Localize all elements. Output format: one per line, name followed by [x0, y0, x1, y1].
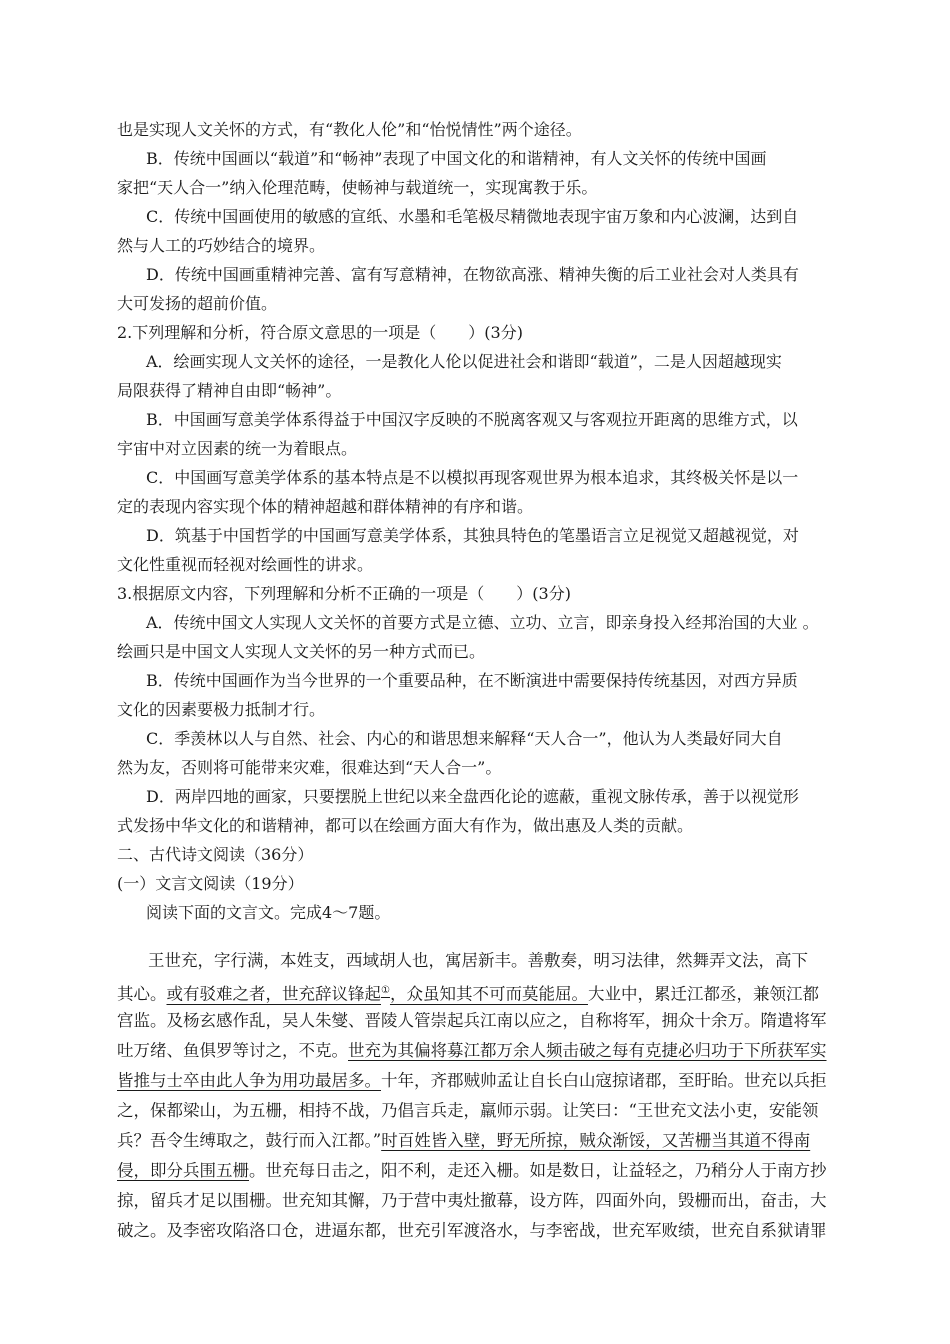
underlined-sentence: 皆推与士卒由此人争为用功最居多。 — [117, 1071, 381, 1090]
passage-text: 吐万绪、鱼俱罗等讨之，不克。 — [117, 1041, 348, 1060]
section-title: 二、古代诗文阅读（36分） — [117, 845, 314, 864]
q1-tail-line: 也是实现人文关怀的方式，有“教化人伦”和“怡悦情性”两个途径。 — [117, 120, 582, 139]
q3-option-c-line1: C．季羡林以人与自然、社会、内心的和谐思想来解释“天人合一”，他认为人类最好同大自 — [146, 729, 783, 748]
passage-line-5 — [117, 1066, 837, 1096]
underlined-sentence: 世充为其偏将募江都万余人频击破之每有克捷必归功于下所获军实 — [348, 1041, 827, 1060]
passage-line-10: 破之。及李密攻陷洛口仓，进逼东都，世充引军渡洛水，与李密战，世充军败绩，世充自系狱请罪 — [117, 1221, 827, 1240]
passage-text: 。世充每日击之，阳不利，走还入栅。如是数日，让益轻之，乃稍分人于南方抄 — [249, 1161, 827, 1180]
q2-option-d-line1: D．筑基于中国哲学的中国画写意美学体系，其独具特色的笔墨语言立足视觉又超越视觉，对 — [146, 526, 799, 545]
q2-option-b-line1: B．中国画写意美学体系得益于中国汉字反映的不脱离客观又与客观拉开距离的思维方式，以 — [146, 410, 798, 429]
q2-option-a-line2: 局限获得了精神自由即“畅神”。 — [117, 381, 342, 400]
instruction: 阅读下面的文言文。完成4～7题。 — [146, 903, 391, 922]
underlined-sentence: 或有驳难之者，世充辞议锋起 — [166, 984, 381, 1004]
passage-line-4 — [117, 1036, 837, 1066]
q3-option-b-line1: B．传统中国画作为当今世界的一个重要品种，在不断演进中需要保持传统基因，对西方异质 — [146, 671, 798, 690]
q1-option-b-line2: 家把“天人合一”纳入伦理范畴，使畅神与载道统一，实现寓教于乐。 — [117, 178, 598, 197]
passage-line-8 — [117, 1156, 837, 1186]
section-subtitle: (一）文言文阅读（19分） — [117, 874, 304, 893]
q3-option-d-line1: D．两岸四地的画家，只要摆脱上世纪以来全盘西化论的遮蔽，重视文脉传承，善于以视觉形 — [146, 787, 799, 806]
underlined-sentence: 时百姓皆入壁，野无所掠，贼众渐馁，又苦栅当其道不得南 — [381, 1131, 811, 1150]
q2-option-a-line1: A．绘画实现人文关怀的途径，一是教化人伦以促进社会和谐即“载道”，二是人因超越现实 — [146, 352, 782, 371]
q3-stem: 3.根据原文内容，下列理解和分析不正确的一项是（ ）(3分) — [117, 584, 571, 603]
passage-text: 其心。 — [117, 984, 167, 1004]
q2-option-c-line1: C．中国画写意美学体系的基本特点是不以模拟再现客观世界为根本追求，其终极关怀是以一 — [146, 468, 799, 487]
q1-option-d-line2: 大可发扬的超前价值。 — [117, 294, 278, 313]
passage-line-6: 之，保都梁山，为五栅，相持不战，乃倡言兵走，羸师示弱。让笑曰：“王世充文法小吏，安能领 — [117, 1101, 819, 1120]
underlined-sentence: 侵，即分兵围五栅 — [117, 1161, 249, 1180]
q3-option-a-line2: 绘画只是中国文人实现人文关怀的另一种方式而已。 — [117, 642, 486, 661]
q1-option-c-line2: 然与人工的巧妙结合的境界。 — [117, 236, 326, 255]
q3-option-b-line2: 文化的因素要极力抵制才行。 — [117, 700, 326, 719]
passage-line-1: 王世充，字行满，本姓支，西域胡人也，寓居新丰。善敷奏，明习法律，然舞弄文法，高下 — [148, 951, 808, 970]
passage-line-7 — [117, 1126, 837, 1156]
underlined-sentence: ，众虽知其不可而莫能屈。 — [389, 984, 588, 1004]
q3-option-d-line2: 式发扬中华文化的和谐精神，都可以在绘画方面大有作为，做出惠及人类的贡献。 — [117, 816, 694, 835]
passage-text: 兵？吾令生缚取之，鼓行而入江都。” — [117, 1131, 382, 1150]
q2-stem: 2.下列理解和分析，符合原文意思的一项是（ ）(3分) — [117, 323, 523, 342]
passage-text: 大业中，累迁江都丞，兼领江都 — [587, 984, 819, 1004]
q1-option-b-line1: B．传统中国画以“载道”和“畅神”表现了中国文化的和谐精神，有人文关怀的传统中国画 — [146, 149, 767, 168]
passage-line-3: 宫监。及杨玄感作乱，吴人朱燮、晋陵人管崇起兵江南以应之，自称将军，拥众十余万。隋遣将军 — [117, 1011, 827, 1030]
passage-line-2 — [117, 976, 837, 1010]
q3-option-a-line1: A．传统中国文人实现人文关怀的首要方式是立德、立功、立言，即亲身投入经邦治国的大业 。 — [146, 613, 819, 632]
q2-option-c-line2: 定的表现内容实现个体的精神超越和群体精神的有序和谐。 — [117, 497, 534, 516]
q3-option-c-line2: 然为友，否则将可能带来灾难，很难达到“天人合一”。 — [117, 758, 502, 777]
q2-option-d-line2: 文化性重视而轻视对绘画性的讲求。 — [117, 555, 374, 574]
passage-line-9: 掠，留兵才足以围栅。世充知其懈，乃于营中夷灶撤幕，设方阵，四面外向，毁栅而出，奋击，大 — [117, 1191, 827, 1210]
passage-text: 十年，齐郡贼帅孟让自长白山寇掠诸郡，至盱眙。世充以兵拒 — [381, 1071, 827, 1090]
q1-option-d-line1: D．传统中国画重精神完善、富有写意精神，在物欲高涨、精神失衡的后工业社会对人类具有 — [146, 265, 799, 284]
q2-option-b-line2: 宇宙中对立因素的统一为着眼点。 — [117, 439, 358, 458]
footnote-marker: ① — [381, 985, 390, 996]
q1-option-c-line1: C．传统中国画使用的敏感的宣纸、水墨和毛笔极尽精微地表现宇宙万象和内心波澜，达到自 — [146, 207, 799, 226]
